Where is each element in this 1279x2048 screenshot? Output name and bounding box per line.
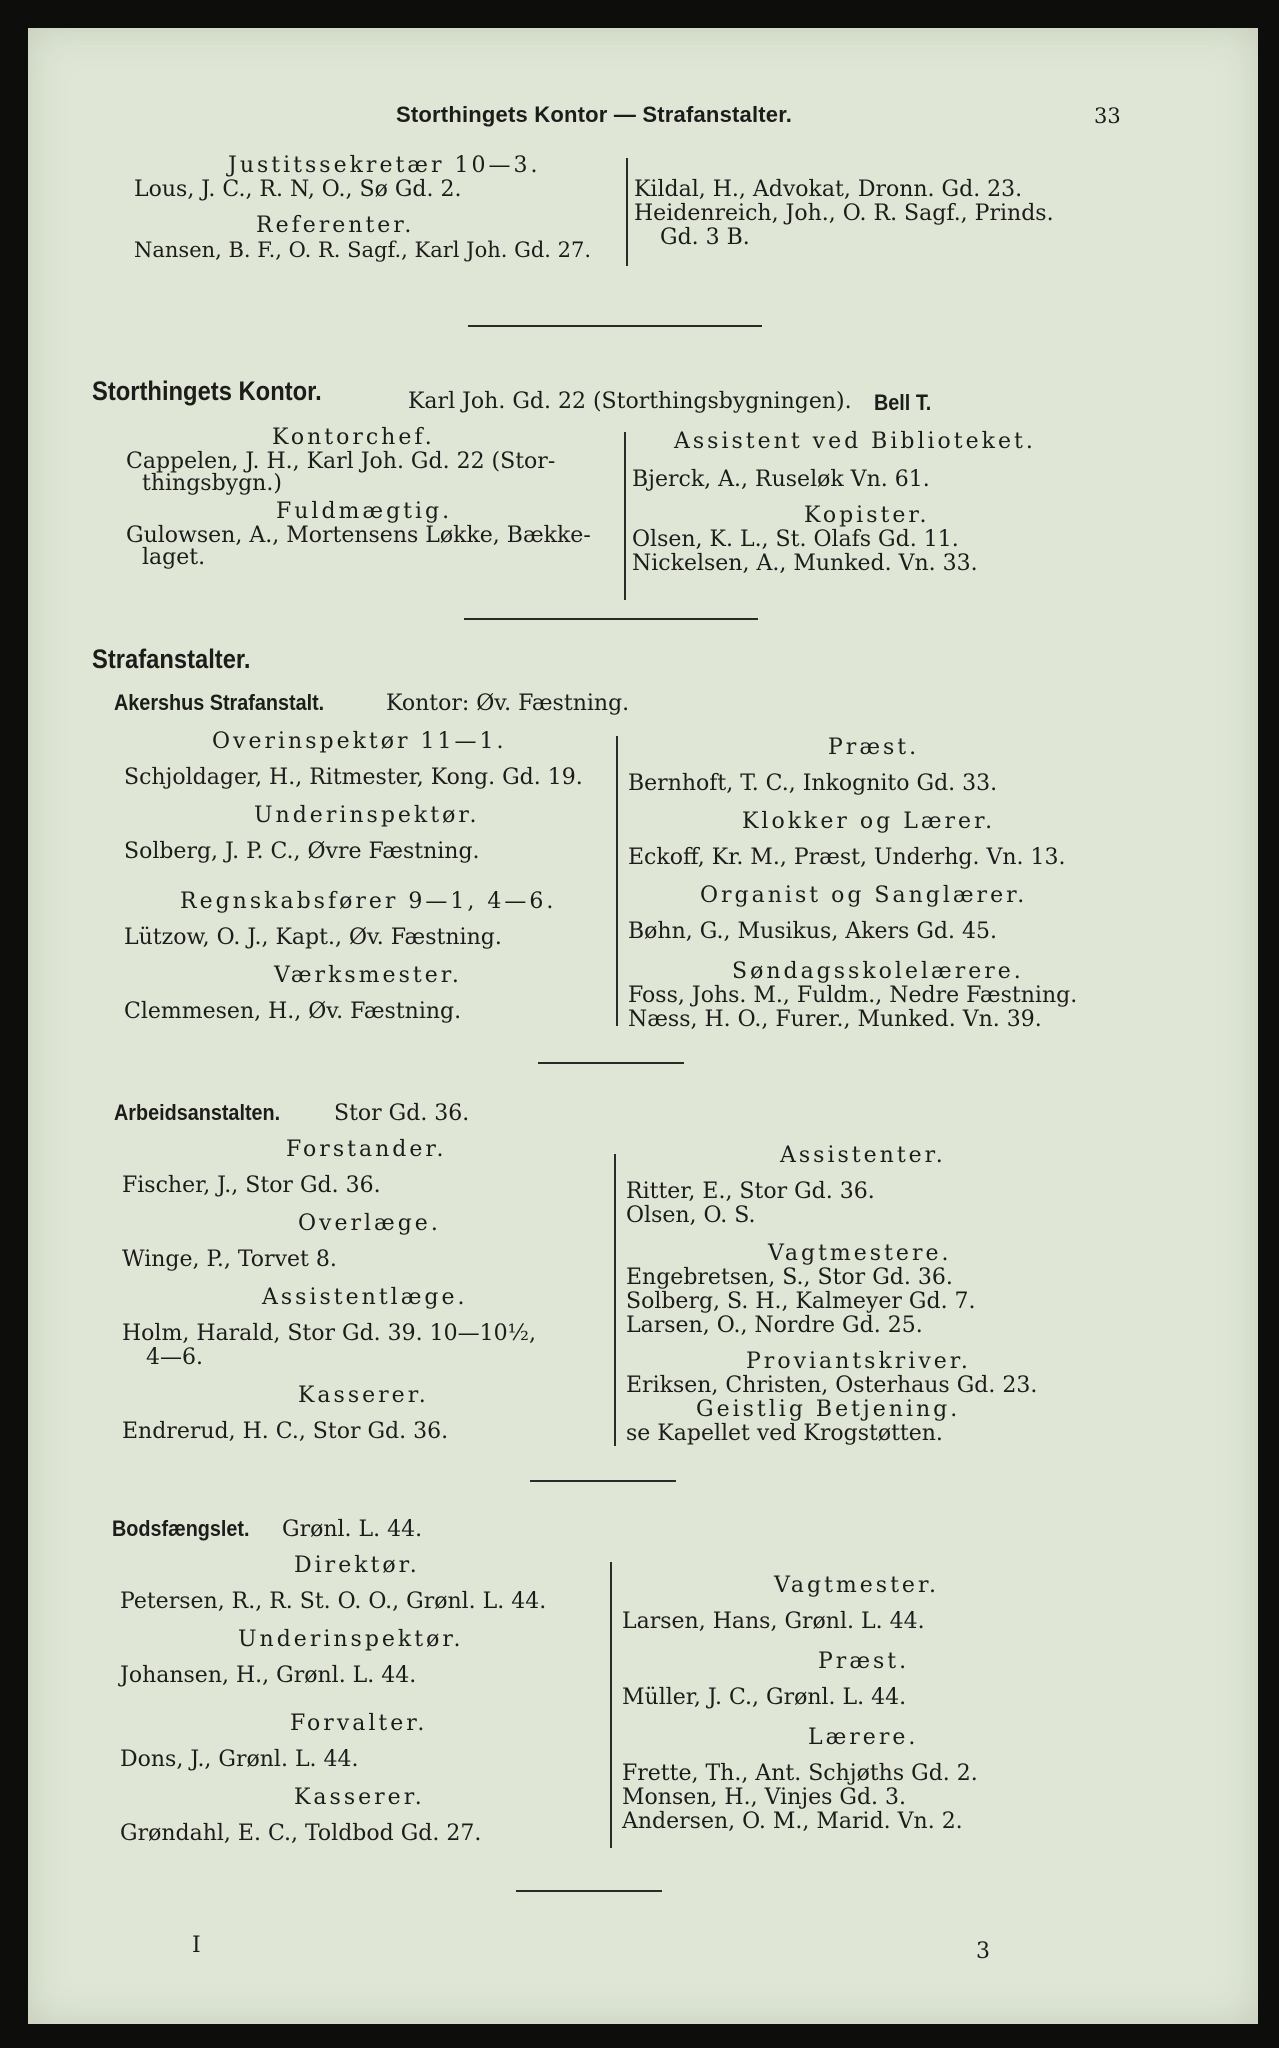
entry: 4—6. <box>146 1345 203 1370</box>
role-heading: Assistenter. <box>780 1143 946 1168</box>
entry: Gd. 3 B. <box>660 225 750 250</box>
role-heading: Proviantskriver. <box>746 1349 971 1374</box>
subsection-title: Bodsfængslet. <box>112 1516 250 1541</box>
role-heading: Præst. <box>828 735 920 760</box>
signature-mark-right: 3 <box>976 1939 990 1964</box>
column-divider <box>616 736 618 1026</box>
entry: Ritter, E., Stor Gd. 36. <box>626 1179 875 1204</box>
entry: Larsen, O., Nordre Gd. 25. <box>626 1313 923 1338</box>
entry: Eriksen, Christen, Osterhaus Gd. 23. <box>626 1373 1038 1398</box>
entry: Engebretsen, S., Stor Gd. 36. <box>626 1265 953 1290</box>
role-heading: Regnskabsfører 9—1, 4—6. <box>180 889 557 914</box>
column-divider <box>614 1154 616 1446</box>
role-heading: Forstander. <box>286 1137 447 1162</box>
section-rule <box>516 1890 662 1892</box>
column-divider <box>610 1562 612 1848</box>
column-divider <box>624 432 626 600</box>
subsection-address: Stor Gd. 36. <box>334 1101 470 1126</box>
role-heading: Værksmester. <box>274 963 462 988</box>
entry: Kildal, H., Advokat, Dronn. Gd. 23. <box>634 177 1023 202</box>
entry: Gulowsen, A., Mortensens Løkke, Bække- <box>126 523 591 548</box>
role-heading: Præst. <box>818 1649 910 1674</box>
role-heading: Kasserer. <box>298 1383 429 1408</box>
section-title: Strafanstalter. <box>92 644 251 674</box>
entry: Fischer, J., Stor Gd. 36. <box>122 1173 381 1198</box>
role-heading: Underinspektør. <box>238 1627 464 1652</box>
entry: Bøhn, G., Musikus, Akers Gd. 45. <box>628 919 997 944</box>
role-heading: Søndagsskolelærere. <box>732 959 1024 984</box>
entry: Clemmesen, H., Øv. Fæstning. <box>124 999 462 1024</box>
entry: Nickelsen, A., Munked. Vn. 33. <box>632 551 978 576</box>
entry: Lous, J. C., R. N, O., Sø Gd. 2. <box>134 177 462 202</box>
role-heading: Klokker og Lærer. <box>742 809 996 834</box>
role-heading: Overinspektør 11—1. <box>212 729 507 754</box>
role-heading: Underinspektør. <box>254 803 480 828</box>
entry: Andersen, O. M., Marid. Vn. 2. <box>622 1809 963 1834</box>
role-heading: Organist og Sanglærer. <box>700 883 1028 908</box>
entry: Heidenreich, Joh., O. R. Sagf., Prinds. <box>634 201 1054 226</box>
entry: se Kapellet ved Krogstøtten. <box>626 1421 943 1446</box>
subsection-title: Arbeidsanstalten. <box>114 1100 281 1125</box>
role-heading: Fuldmægtig. <box>276 499 453 524</box>
entry: laget. <box>142 545 206 570</box>
entry: Olsen, O. S. <box>626 1203 756 1228</box>
role-heading: Vagtmestere. <box>768 1241 952 1266</box>
page-number: 33 <box>1094 104 1121 128</box>
column-divider <box>626 158 628 266</box>
role-heading: Referenter. <box>256 213 415 238</box>
entry: Bernhoft, T. C., Inkognito Gd. 33. <box>628 771 998 796</box>
role-heading: Assistent ved Biblioteket. <box>674 429 1036 454</box>
entry: Eckoff, Kr. M., Præst, Underhg. Vn. 13. <box>628 845 1066 870</box>
role-heading: Kontorchef. <box>272 425 435 450</box>
role-heading: Justitssekretær 10—3. <box>228 153 541 178</box>
entry: Winge, P., Torvet 8. <box>122 1247 337 1272</box>
entry: Holm, Harald, Stor Gd. 39. 10—10½, <box>122 1321 536 1346</box>
entry: Bjerck, A., Ruseløk Vn. 61. <box>632 467 930 492</box>
entry: Foss, Johs. M., Fuldm., Nedre Fæstning. <box>628 983 1078 1008</box>
entry: Monsen, H., Vinjes Gd. 3. <box>622 1785 907 1810</box>
role-heading: Kopister. <box>804 503 930 528</box>
entry: Cappelen, J. H., Karl Joh. Gd. 22 (Stor- <box>126 449 556 474</box>
section-rule <box>464 618 758 620</box>
document-page <box>28 28 1258 2024</box>
role-heading: Forvalter. <box>290 1711 428 1736</box>
entry: Larsen, Hans, Grønl. L. 44. <box>622 1609 925 1634</box>
role-heading: Overlæge. <box>298 1211 441 1236</box>
entry: Frette, Th., Ant. Schjøths Gd. 2. <box>622 1761 978 1786</box>
entry: Johansen, H., Grønl. L. 44. <box>120 1663 417 1688</box>
entry: Müller, J. C., Grønl. L. 44. <box>622 1685 907 1710</box>
role-heading: Assistentlæge. <box>262 1285 468 1310</box>
section-rule <box>538 1062 684 1064</box>
entry: Solberg, S. H., Kalmeyer Gd. 7. <box>626 1289 976 1314</box>
entry: Grøndahl, E. C., Toldbod Gd. 27. <box>120 1821 482 1846</box>
signature-mark-left: I <box>192 1933 201 1958</box>
running-header: Storthingets Kontor — Strafanstalter. <box>396 102 793 127</box>
section-rule <box>468 325 762 327</box>
role-heading: Geistlig Betjening. <box>696 1397 961 1422</box>
entry: Schjoldager, H., Ritmester, Kong. Gd. 19. <box>124 765 583 790</box>
role-heading: Vagtmester. <box>774 1573 940 1598</box>
entry: Lützow, O. J., Kapt., Øv. Fæstning. <box>124 925 502 950</box>
subsection-title: Akershus Strafanstalt. <box>114 690 325 715</box>
entry: Olsen, K. L., St. Olafs Gd. 11. <box>632 527 959 552</box>
subsection-address: Kontor: Øv. Fæstning. <box>386 691 630 716</box>
telephone-note: Bell T. <box>874 390 932 415</box>
section-address: Karl Joh. Gd. 22 (Storthingsbygningen). <box>408 389 852 414</box>
section-title: Storthingets Kontor. <box>92 376 322 406</box>
entry: Dons, J., Grønl. L. 44. <box>120 1747 359 1772</box>
entry: Nansen, B. F., O. R. Sagf., Karl Joh. Gd. 27. <box>134 238 592 262</box>
subsection-address: Grønl. L. 44. <box>282 1517 423 1542</box>
entry: thingsbygn.) <box>142 471 282 496</box>
role-heading: Lærere. <box>808 1725 919 1750</box>
section-rule <box>530 1480 676 1482</box>
role-heading: Kasserer. <box>294 1785 425 1810</box>
entry: Næss, H. O., Furer., Munked. Vn. 39. <box>628 1007 1042 1032</box>
entry: Petersen, R., R. St. O. O., Grønl. L. 44. <box>120 1589 547 1614</box>
entry: Solberg, J. P. C., Øvre Fæstning. <box>124 839 480 864</box>
entry: Endrerud, H. C., Stor Gd. 36. <box>122 1419 449 1444</box>
role-heading: Direktør. <box>294 1553 420 1578</box>
